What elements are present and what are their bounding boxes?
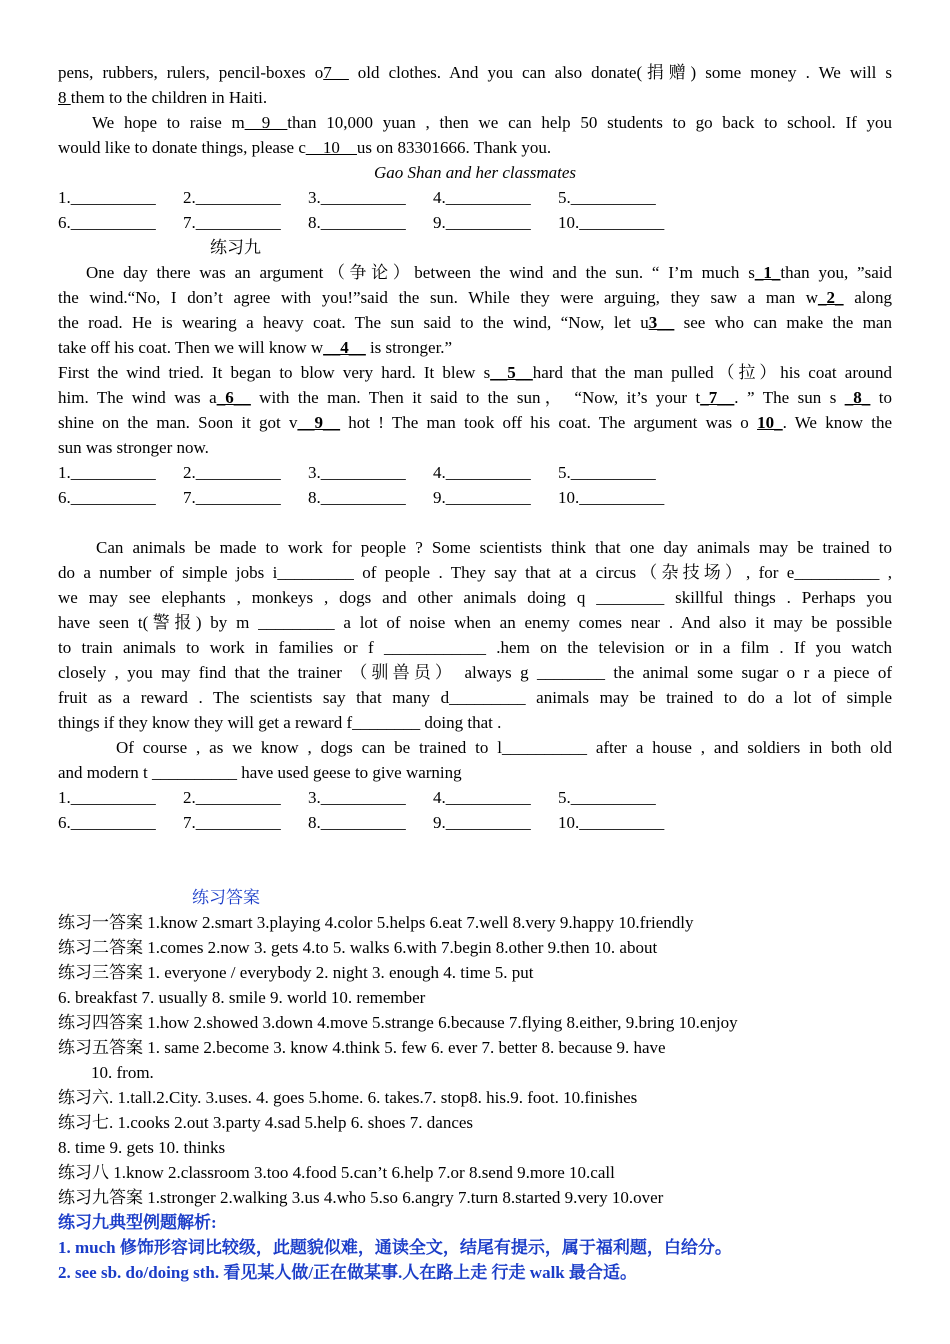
spacer [58,835,892,860]
answer-blank[interactable]: 5.__________ [558,188,656,207]
answer-blank[interactable]: 4.__________ [433,788,531,807]
answer-blank[interactable]: 10.__________ [558,213,665,232]
answers-ex3-cont: 6. breakfast 7. usually 8. smile 9. world 10. remember [58,988,426,1007]
text: hard that the man pulled（拉）his coat around [532,363,892,382]
ex9-line-5 [58,360,892,385]
answers-ex6: 练习六. 1.tall.2.City. 3.uses. 4. goes 5.home. 6. takes.7. stop8. his.9. foot. 10.finishes [58,1088,638,1107]
answer-blanks-row [58,185,892,210]
text: to [870,388,892,407]
ex10-line-8: things if they know they will get a reward f________ doing that . [58,713,502,732]
text: see who can make the man [674,313,892,332]
blank-6: _6__ [216,388,251,407]
document-page [58,60,892,1285]
answer-blank[interactable]: 7.__________ [183,213,281,232]
text: would like to donate things, please c [58,138,306,157]
answer-blank[interactable]: 6.__________ [58,213,156,232]
text: with the man. Then it said to the sun， “Now, it’s your t [250,388,701,407]
text: old clothes. And you can also donate(捐赠) some money . We will s [348,63,892,82]
answers-ex3: 练习三答案 1. everyone / everybody 2. night 3. enough 4. time 5. put [58,963,534,982]
text: the wind.“No, I don’t agree with you!”said the sun. While they were arguing, they saw a man w [58,288,819,307]
spacer [58,860,892,885]
text: hot ! The man took off his coat. The argument was o [340,413,758,432]
answer-blanks-row [58,785,892,810]
text: along [843,288,892,307]
analysis-title: 练习九典型例题解析: [58,1213,217,1232]
ex10-line-5: to train animals to work in families or f ____________ .hem on the television or in a film . If you watch [58,638,892,657]
analysis-1: 1. much 修饰形容词比较级，此题貌似难，通读全文，结尾有提示，属于福利题，白给分。 [58,1238,732,1257]
answer-blank[interactable]: 1.__________ [58,463,156,482]
text: shine on the man. Soon it got v [58,413,298,432]
text: . We know the [782,413,893,432]
ex9-line-7 [58,410,892,435]
answers-ex4: 练习四答案 1.how 2.showed 3.down 4.move 5.strange 6.because 7.flying 8.either, 9.bring 10.enjoy [58,1013,738,1032]
answers-title: 练习答案 [192,888,260,907]
ex10-line-7: fruit as a reward . The scientists say that many d_________ animals may be trained to do a lot of simple [58,688,892,707]
blank-1: _1_ [754,263,781,282]
text: the road. He is wearing a heavy coat. The sun said to the wind, “Now, let u [58,313,649,332]
ex9-line-3 [58,310,892,335]
spacer [58,510,892,535]
blank-10: __10__ [305,138,357,157]
answer-blank[interactable]: 3.__________ [308,788,406,807]
answer-blank[interactable]: 4.__________ [433,188,531,207]
answer-blank[interactable]: 1.__________ [58,788,156,807]
answer-blank[interactable]: 5.__________ [558,463,656,482]
text: us on 83301666. Thank you. [356,138,552,157]
text: We hope to raise m [92,113,245,132]
answer-blank[interactable]: 10.__________ [558,813,665,832]
answer-blank[interactable]: 9.__________ [433,813,531,832]
answer-blanks-row [58,810,892,835]
answer-blank[interactable]: 7.__________ [183,488,281,507]
blank-9: __9__ [244,113,288,132]
blank-3: 3__ [648,313,675,332]
blank-8: _8_ [844,388,871,407]
text: . ” The sun s [734,388,845,407]
ex9-line-8: sun was stronger now. [58,438,209,457]
answers-ex9: 练习九答案 1.stronger 2.walking 3.us 4.who 5.so 6.angry 7.turn 8.started 9.very 10.over [58,1188,664,1207]
ex8-line-3 [58,110,892,135]
ex8-signature: Gao Shan and her classmates [373,163,577,182]
ex10-line-10: and modern t __________ have used geese to give warning [58,763,462,782]
text: them to the children in Haiti. [70,88,268,107]
ex9-line-2 [58,285,892,310]
answer-blank[interactable]: 9.__________ [433,213,531,232]
text: him. The wind was a [58,388,217,407]
ex10-line-2: do a number of simple jobs i_________ of people . They say that at a circus（杂技场）, for e__________ , [58,563,892,582]
ex8-line-2 [58,85,892,110]
ex9-line-4 [58,335,892,360]
answers-ex1: 练习一答案 1.know 2.smart 3.playing 4.color 5.helps 6.eat 7.well 8.very 9.happy 10.friendly [58,913,694,932]
ex8-line-4 [58,135,892,160]
ex9-title: 练习九 [210,238,261,257]
ex8-line-1 [58,60,892,85]
answer-blank[interactable]: 3.__________ [308,188,406,207]
ex10-line-6: closely , you may find that the trainer （驯兽员） always g ________ the animal some sugar o r a piece of [58,663,892,682]
answer-blank[interactable]: 2.__________ [183,788,281,807]
text: than 10,000 yuan , then we can help 50 students to go back to school. If you [287,113,893,132]
answer-blanks-row [58,460,892,485]
blank-7: 7__ [323,63,349,82]
blank-2: _2_ [818,288,844,307]
text: than you, ”said [780,263,892,282]
answer-blanks-row [58,485,892,510]
answer-blank[interactable]: 7.__________ [183,813,281,832]
ex10-line-9: Of course , as we know , dogs can be trained to l__________ after a house , and soldiers in both old [116,738,892,757]
blank-8: 8 [58,88,71,107]
text: is stronger.” [365,338,453,357]
answers-ex7: 练习七. 1.cooks 2.out 3.party 4.sad 5.help 6. shoes 7. dances [58,1113,474,1132]
answer-blanks-row [58,210,892,235]
answers-ex5-cont: 10. from. [91,1063,154,1082]
text: pens, rubbers, rulers, pencil-boxes o [58,63,324,82]
answer-blank[interactable]: 5.__________ [558,788,656,807]
blank-4: __4__ [323,338,366,357]
answer-blank[interactable]: 8.__________ [308,813,406,832]
analysis-2: 2. see sb. do/doing sth. 看见某人做/正在做某事.人在路上走 行走 walk 最合适。 [58,1263,637,1282]
answer-blank[interactable]: 2.__________ [183,463,281,482]
blank-9: __9__ [297,413,341,432]
ex10-line-1: Can animals be made to work for people ? Some scientists think that one day animals may be trained to [96,538,892,557]
ex9-line-6 [58,385,892,410]
answer-blank[interactable]: 6.__________ [58,488,156,507]
answers-ex2: 练习二答案 1.comes 2.now 3. gets 4.to 5. walks 6.with 7.begin 8.other 9.then 10. about [58,938,658,957]
answer-blank[interactable]: 1.__________ [58,188,156,207]
blank-5: __5__ [490,363,533,382]
answers-ex5: 练习五答案 1. same 2.become 3. know 4.think 5. few 6. ever 7. better 8. because 9. have [58,1038,666,1057]
text: take off his coat. Then we will know w [58,338,324,357]
answer-blank[interactable]: 10.__________ [558,488,665,507]
answer-blank[interactable]: 9.__________ [433,488,531,507]
answer-blank[interactable]: 8.__________ [308,488,406,507]
answers-ex7-cont: 8. time 9. gets 10. thinks [58,1138,226,1157]
answer-blank[interactable]: 2.__________ [183,188,281,207]
answer-blank[interactable]: 6.__________ [58,813,156,832]
answer-blank[interactable]: 8.__________ [308,213,406,232]
ex9-line-1 [58,260,892,285]
answer-blank[interactable]: 4.__________ [433,463,531,482]
ex10-line-3: we may see elephants , monkeys , dogs and other animals doing q ________ skillful things . Perhaps you [58,588,892,607]
blank-10: 10_ [757,413,783,432]
text: First the wind tried. It began to blow very hard. It blew s [58,363,491,382]
blank-7: _7__ [700,388,735,407]
answer-blank[interactable]: 3.__________ [308,463,406,482]
text: One day there was an argument（争论）between the wind and the sun. “ I’m much s [86,263,755,282]
answers-ex8: 练习八 1.know 2.classroom 3.too 4.food 5.can’t 6.help 7.or 8.send 9.more 10.call [58,1163,615,1182]
ex10-line-4: have seen t(警报) by m _________ a lot of noise when an enemy comes near . And also it may be possible [58,613,892,632]
